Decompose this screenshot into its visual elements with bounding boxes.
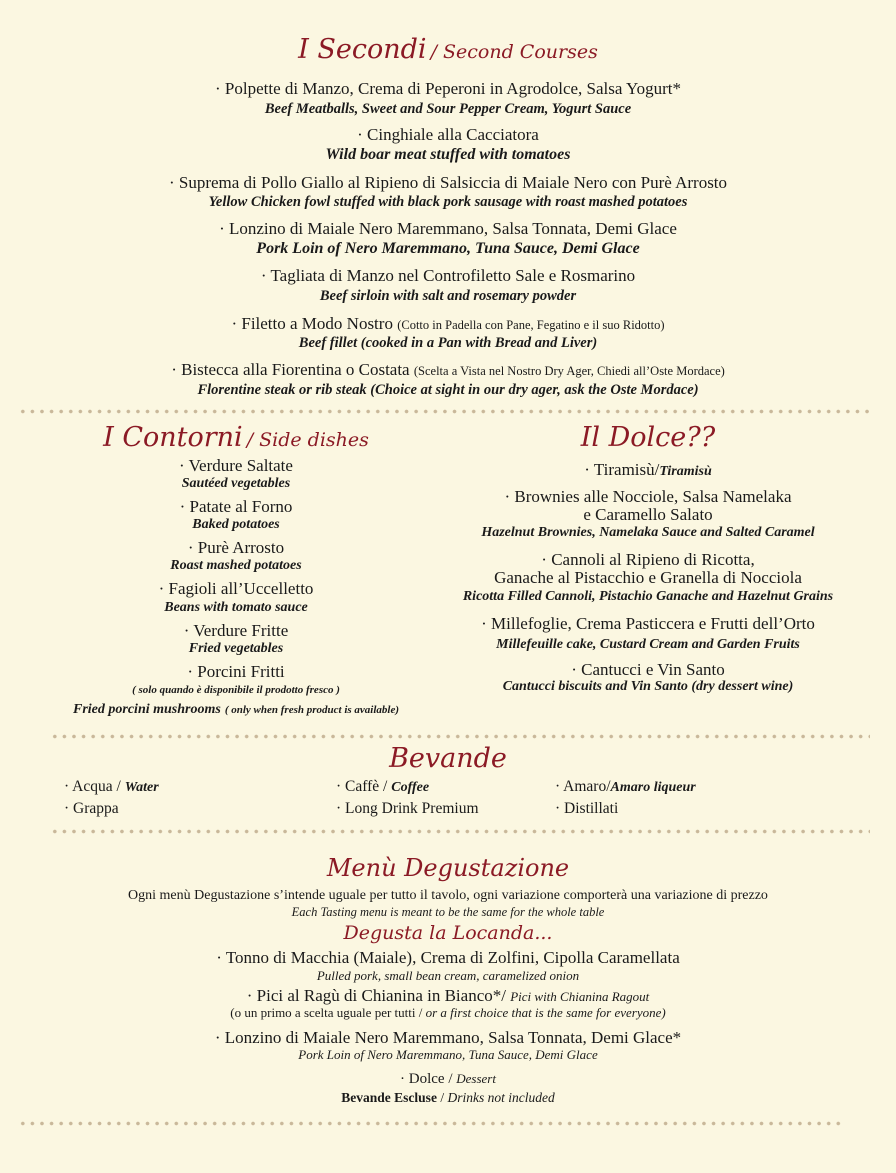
bevande-title: Bevande [389,743,507,774]
degustazione-subheading [0,922,896,944]
bevande-item [336,800,479,818]
secondi-item-1-en: Beef Meatballs, Sweet and Sour Pepper Cream, Yogurt Sauce [264,101,632,117]
dolce-name: · Tiramisù/ [584,460,660,479]
dolce-item-en: Cantucci biscuits and Vin Santo (dry dessert wine) [502,679,794,694]
secondi-item-3-en: Yellow Chicken fowl stuffed with black pork sausage with roast mashed potatoes [208,194,688,210]
dolce-en: Tiramisù [659,464,712,479]
porcini-en [20,700,452,719]
contorni-item-en: Beans with tomato sauce [164,600,308,615]
degustazione-course-4 [0,1070,896,1088]
dish-name: · Bistecca alla Fiorentina o Costata [171,360,414,379]
degustazione-subtitle: Degusta la Locanda... [343,922,553,944]
degustazione-title: Menù Degustazione [326,854,570,882]
bevande-item [555,800,618,818]
degustazione-course-1: · Tonno di Macchia (Maiale), Crema di Zolfini, Cipolla Caramellata [216,948,680,967]
secondi-item-4-en: Pork Loin of Nero Maremmano, Tuna Sauce, Demi Glace [256,240,640,257]
dish-name: · Suprema di Pollo Giallo al Ripieno di Salsiccia di Maiale Nero con Purè Arrosto [168,173,728,192]
drinks-sep: / [436,1090,448,1105]
bevanda-it: · Caffè / [336,778,392,795]
degustazione-course-1-en: Pulled pork, small bean cream, caramelized onion [316,968,580,983]
course-note-it: (o un primo a scelta uguale per tutti / [230,1005,426,1020]
contorni-item: · Purè Arrosto [187,538,285,557]
secondi-item-1 [0,79,896,99]
bevande-item [64,800,119,818]
secondi-item-2 [0,125,896,145]
porcini-en-note: ( only when fresh product is available) [224,704,399,716]
contorni-item: · Patate al Forno [179,497,293,516]
dish-name: · Lonzino di Maiale Nero Maremmano, Salsa Tonnata, Demi Glace [219,219,677,238]
secondi-item-7-en: Florentine steak or rib steak (Choice at sight in our dry ager, ask the Oste Mordace) [197,382,699,398]
dolce-item-line2: e Caramello Salato [583,505,713,524]
divider [50,734,870,739]
dolce-item: · Cantucci e Vin Santo [571,660,725,679]
dolce-item-en: Millefeuille cake, Custard Cream and Garden Fruits [496,637,800,652]
degustazione-course-2 [0,986,896,1007]
degustazione-note-it: Ogni menù Degustazione s’intende uguale per tutto il tavolo, ogni variazione comporterà una variazione di prezzo [128,888,768,903]
degustazione-course-3-en: Pork Loin of Nero Maremmano, Tuna Sauce, Demi Glace [298,1047,598,1062]
bevande-item [336,778,429,796]
secondi-item-3 [0,173,896,193]
bevanda-it: · Distillati [555,800,619,817]
dolce-heading [430,422,866,453]
contorni-subtitle: / Side dishes [246,429,369,451]
dolce-item-line2: Ganache al Pistacchio e Granella di Nocciola [494,568,802,587]
dolce-item: · Cannoli al Ripieno di Ricotta, [541,550,755,569]
course-it: · Dolce / [400,1071,457,1087]
secondi-item-4 [0,219,896,239]
dolce-item: · Millefoglie, Crema Pasticcera e Frutti dell’Orto [481,614,815,633]
secondi-item-7 [0,360,896,381]
secondi-item-5-en: Beef sirloin with salt and rosemary powder [319,288,577,304]
porcini-note: ( solo quando è disponibile il prodotto fresco ) [132,684,340,696]
dish-note: (Cotto in Padella con Pane, Fegatino e il suo Ridotto) [397,318,665,332]
degustazione-heading [0,854,896,882]
dolce-title: Il Dolce?? [580,422,716,453]
dolce-item-en: Ricotta Filled Cannoli, Pistachio Ganache and Hazelnut Grains [462,589,834,604]
dolce-item-tiramisu [430,460,866,482]
degustazione-course-2-note [0,1005,896,1021]
bevanda-en: Water [124,780,159,795]
bevanda-it: · Acqua / [64,778,125,795]
contorni-item: · Fagioli all’Uccelletto [158,579,314,598]
bevanda-en: Amaro liqueur [610,780,696,795]
contorni-item: · Verdure Fritte [183,621,289,640]
divider [50,829,870,834]
contorni-item-en: Baked potatoes [192,517,280,532]
dolce-item: · Brownies alle Nocciole, Salsa Namelaka [504,487,792,506]
porcini-en-text: Fried porcini mushrooms [73,702,221,717]
course-it: · Pici al Ragù di Chianina in Bianco*/ [246,986,511,1005]
dish-name: · Polpette di Manzo, Crema di Peperoni in Agrodolce, Salsa Yogurt* [214,79,682,98]
bevande-item [64,778,159,796]
course-en: Pici with Chianina Ragout [510,989,650,1004]
contorni-heading [20,422,452,453]
bevande-item [555,778,696,796]
dolce-item-en: Hazelnut Brownies, Namelaka Sauce and Salted Caramel [481,525,815,540]
secondi-title: I Secondi [298,34,427,65]
dish-name: · Cinghiale alla Cacciatora [357,125,539,144]
degustazione-drinks [0,1089,896,1106]
secondi-subtitle: / Second Courses [430,41,598,63]
secondi-heading [0,34,896,65]
divider [18,1121,842,1126]
divider [18,409,872,414]
contorni-title: I Contorni [103,422,243,453]
course-en: Dessert [456,1071,496,1086]
bevande-heading [0,743,896,774]
bevanda-it: · Grappa [64,800,119,817]
bevanda-it: · Long Drink Premium [336,800,479,817]
secondi-item-6-en: Beef fillet (cooked in a Pan with Bread and Liver) [298,335,598,351]
course-note-en: or a first choice that is the same for everyone) [425,1005,666,1020]
degustazione-note-en: Each Tasting menu is meant to be the same for the whole table [291,905,605,919]
contorni-item: · Verdure Saltate [179,456,293,475]
contorni-item: · Porcini Fritti [187,662,285,681]
secondi-item-2-en: Wild boar meat stuffed with tomatoes [325,146,571,163]
drinks-en: Drinks not included [447,1090,555,1105]
dish-note: (Scelta a Vista nel Nostro Dry Ager, Chiedi all’Oste Mordace) [413,364,725,378]
contorni-item-en: Roast mashed potatoes [170,558,302,573]
bevanda-it: · Amaro/ [555,778,611,795]
contorni-item-en: Sautéed vegetables [181,476,291,491]
secondi-item-5 [0,266,896,286]
drinks-it: Bevande Escluse [341,1090,437,1105]
contorni-item-en: Fried vegetables [188,641,284,656]
dish-name: · Tagliata di Manzo nel Controfiletto Sale e Rosmarino [260,266,636,285]
degustazione-course-3: · Lonzino di Maiale Nero Maremmano, Salsa Tonnata, Demi Glace* [214,1028,682,1047]
dish-name: · Filetto a Modo Nostro [231,314,398,333]
bevanda-en: Coffee [391,780,430,795]
secondi-item-6 [0,314,896,335]
